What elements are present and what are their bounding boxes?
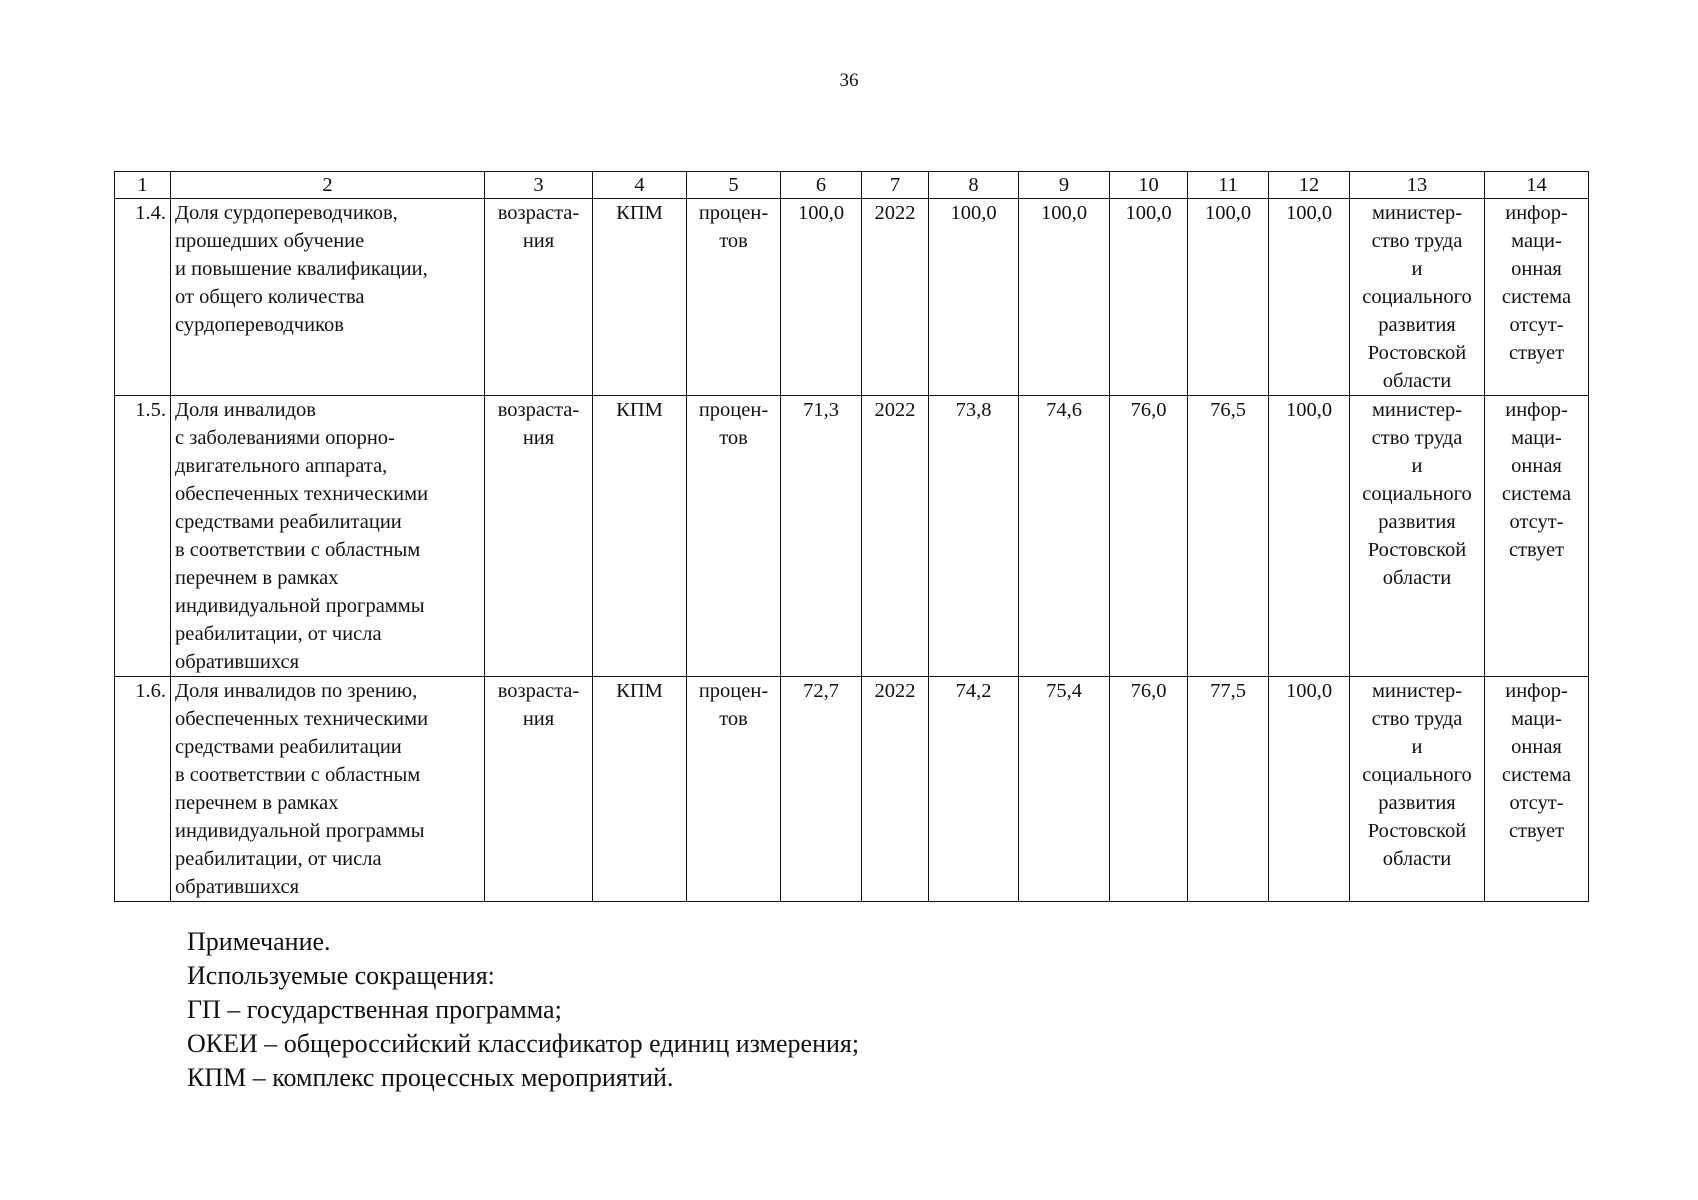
value-col-10: 100,0 [1110,199,1188,396]
column-header: 1 [115,172,171,199]
value-col-9: 74,6 [1019,396,1110,677]
table-row [115,677,1589,902]
value-col-12: 100,0 [1269,677,1350,902]
note-item: КПМ – комплекс процессных мероприятий. [187,1063,674,1092]
column-header: 5 [687,172,781,199]
column-header: 6 [781,172,862,199]
value-col-9: 100,0 [1019,199,1110,396]
value-col-11: 76,5 [1188,396,1269,677]
indicator-direction: возраста- ния [485,396,593,677]
page-number: 36 [839,70,859,91]
base-value: 100,0 [781,199,862,396]
row-number: 1.6. [115,677,171,902]
responsible-body: министер- ство труда и социального развития Ростовской области [1350,199,1485,396]
abbreviations-note [187,925,859,1095]
responsible-body: министер- ство труда и социального развития Ростовской области [1350,677,1485,902]
base-year: 2022 [862,396,929,677]
indicator-name: Доля инвалидов с заболеваниями опорно- двигательного аппарата, обеспеченных техническими средствами реабилитации в соответствии с областным перечнем в рамках индивидуальной программы реабилитации, от числа обратившихся [171,396,485,677]
info-system: инфор- маци- онная система отсут- ствует [1485,199,1589,396]
indicator-type: КПМ [593,199,687,396]
value-col-8: 100,0 [929,199,1019,396]
column-header: 9 [1019,172,1110,199]
column-header: 12 [1269,172,1350,199]
indicators-table [114,171,1589,902]
row-number: 1.5. [115,396,171,677]
info-system: инфор- маци- онная система отсут- ствует [1485,396,1589,677]
indicator-unit: процен- тов [687,677,781,902]
value-col-8: 73,8 [929,396,1019,677]
indicator-type: КПМ [593,396,687,677]
indicator-unit: процен- тов [687,199,781,396]
row-number: 1.4. [115,199,171,396]
value-col-11: 100,0 [1188,199,1269,396]
note-item: ОКЕИ – общероссийский классификатор единиц измерения; [187,1029,860,1058]
note-item: ГП – государственная программа; [187,995,562,1024]
column-header: 10 [1110,172,1188,199]
indicator-type: КПМ [593,677,687,902]
table-row [115,396,1589,677]
column-header: 11 [1188,172,1269,199]
indicator-direction: возраста- ния [485,199,593,396]
note-title: Примечание. [187,927,331,956]
value-col-9: 75,4 [1019,677,1110,902]
column-header: 3 [485,172,593,199]
value-col-10: 76,0 [1110,396,1188,677]
note-subtitle: Используемые сокращения: [187,961,495,990]
value-col-8: 74,2 [929,677,1019,902]
indicator-name: Доля инвалидов по зрению, обеспеченных техническими средствами реабилитации в соответствии с областным перечнем в рамках индивидуальной программы реабилитации, от числа обратившихся [171,677,485,902]
indicator-name: Доля сурдопереводчиков, прошедших обучение и повышение квалификации, от общего количества сурдопереводчиков [171,199,485,396]
base-year: 2022 [862,199,929,396]
column-header: 13 [1350,172,1485,199]
indicator-direction: возраста- ния [485,677,593,902]
column-header: 8 [929,172,1019,199]
column-header: 14 [1485,172,1589,199]
responsible-body: министер- ство труда и социального развития Ростовской области [1350,396,1485,677]
table-row [115,199,1589,396]
column-header: 7 [862,172,929,199]
base-year: 2022 [862,677,929,902]
column-header: 4 [593,172,687,199]
value-col-12: 100,0 [1269,199,1350,396]
indicator-unit: процен- тов [687,396,781,677]
value-col-11: 77,5 [1188,677,1269,902]
base-value: 71,3 [781,396,862,677]
value-col-10: 76,0 [1110,677,1188,902]
base-value: 72,7 [781,677,862,902]
column-header: 2 [171,172,485,199]
header-row [115,172,1589,199]
info-system: инфор- маци- онная система отсут- ствует [1485,677,1589,902]
value-col-12: 100,0 [1269,396,1350,677]
